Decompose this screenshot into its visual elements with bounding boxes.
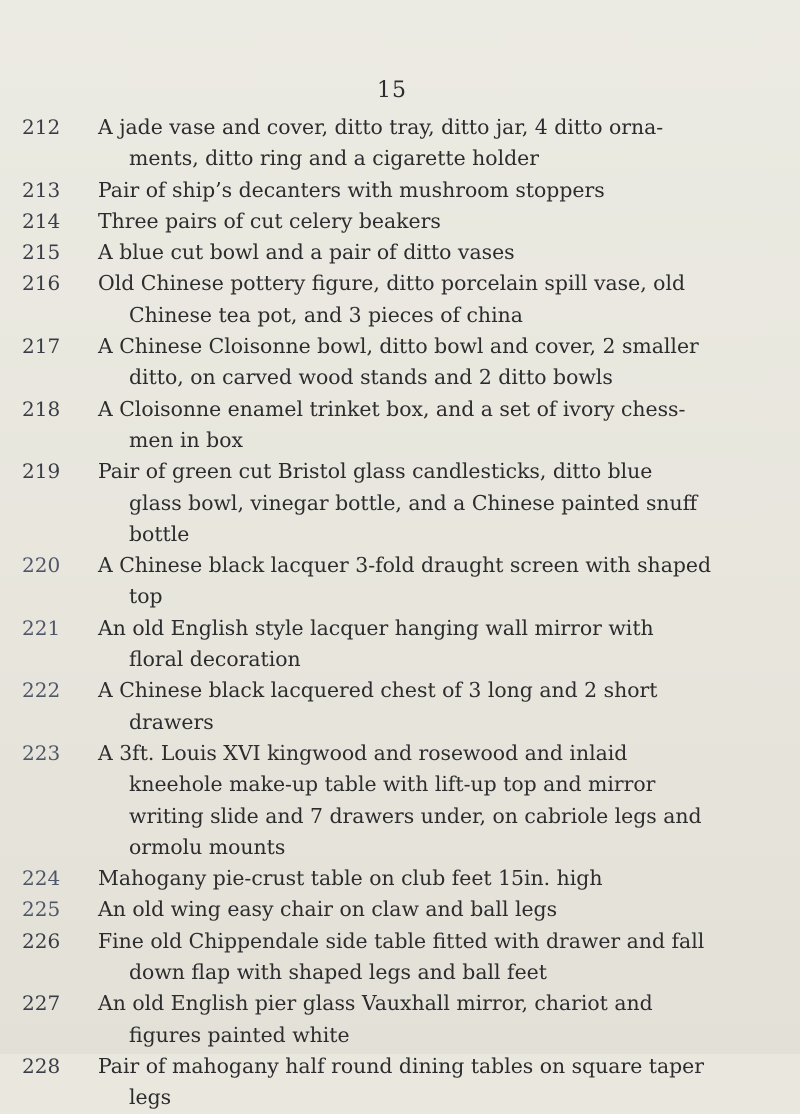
lot-number: 217 [22,334,61,359]
lot-description-line: writing slide and 7 drawers under, on cabriole legs and [129,803,702,828]
lot-description-line: An old wing easy chair on claw and ball legs [98,897,558,922]
lot-description-line: Pair of green cut Bristol glass candlesticks, ditto blue [98,459,653,484]
lot-number: 224 [22,866,61,891]
lot-description-line: kneehole make-up table with lift-up top and mirror [129,772,656,797]
lot-entry [0,550,800,613]
lot-description-line: Fine old Chippendale side table fitted with drawer and fall [98,928,705,953]
lot-description [98,738,783,863]
lot-description [98,675,783,738]
lot-description-line: floral decoration [129,647,301,672]
lot-description-line: A Cloisonne enamel trinket box, and a set of ivory chess- [98,396,686,421]
lot-description-line: ments, ditto ring and a cigarette holder [129,146,539,171]
lot-number: 214 [22,208,61,233]
lot-description-line: A jade vase and cover, ditto tray, ditto jar, 4 ditto orna- [98,115,664,139]
lot-entry [0,456,800,550]
lot-description-line: Pair of mahogany half round dining tables on square taper [98,1053,704,1078]
lot-description-line: Three pairs of cut celery beakers [98,208,441,233]
lot-entry [0,613,800,676]
lot-description-line: drawers [129,709,214,734]
lot-entry [0,331,800,394]
lot-description [98,206,783,237]
lot-number: 213 [22,177,61,202]
lot-number: 221 [22,615,61,640]
lot-number: 218 [22,396,61,421]
lot-entry [0,1051,800,1114]
lot-description [98,550,783,613]
lot-description [98,331,783,394]
lot-description [98,926,783,989]
lot-description [98,456,783,550]
lot-entry [0,394,800,457]
lot-description-line: A Chinese Cloisonne bowl, ditto bowl and cover, 2 smaller [98,334,699,359]
lot-description-line: top [129,584,163,609]
lot-description [98,894,783,925]
lot-description-line: Old Chinese pottery figure, ditto porcelain spill vase, old [98,271,686,296]
lot-number: 226 [22,928,61,953]
lot-description [98,394,783,457]
lot-number: 219 [22,459,61,484]
lot-entry [0,675,800,738]
lot-description-line: Chinese tea pot, and 3 pieces of china [129,302,523,327]
lot-number: 220 [22,553,61,578]
page-number: 15 [377,78,407,103]
lot-description [98,863,783,894]
lot-description-line: A 3ft. Louis XVI kingwood and rosewood and inlaid [98,740,628,765]
lot-description [98,237,783,268]
lot-number: 215 [22,240,61,265]
lot-description-line: Mahogany pie-crust table on club feet 15in. high [98,866,603,891]
lot-number: 227 [22,991,61,1016]
lot-description-line: A Chinese black lacquered chest of 3 long and 2 short [98,678,658,703]
lot-number: 223 [22,740,61,765]
lot-entry [0,175,800,206]
lot-entry [0,268,800,331]
lot-number: 216 [22,271,61,296]
lot-description [98,175,783,206]
lot-list [0,112,800,1114]
lot-description [98,1051,783,1114]
lot-description-line: ormolu mounts [129,834,286,859]
lot-description-line: ditto, on carved wood stands and 2 ditto bowls [129,365,613,390]
lot-description-line: legs [129,1085,172,1110]
lot-entry [0,206,800,237]
lot-description-line: A Chinese black lacquer 3-fold draught screen with shaped [98,553,712,578]
lot-entry [0,926,800,989]
lot-description-line: down flap with shaped legs and ball feet [129,960,547,985]
lot-description-line: bottle [129,521,190,546]
lot-number: 222 [22,678,61,703]
lot-description [98,613,783,676]
lot-description-line: glass bowl, vinegar bottle, and a Chinese painted snuff [129,490,698,515]
lot-description-line: An old English style lacquer hanging wall mirror with [98,615,654,640]
lot-description-line: figures painted white [129,1022,350,1047]
lot-description-line: Pair of ship’s decanters with mushroom stoppers [98,177,605,202]
lot-number: 228 [22,1053,61,1078]
lot-description [98,112,783,175]
lot-entry [0,988,800,1051]
lot-entry [0,237,800,268]
lot-entry [0,112,800,175]
lot-entry [0,894,800,925]
lot-entry [0,738,800,863]
lot-description-line: men in box [129,427,243,452]
lot-description-line: A blue cut bowl and a pair of ditto vases [98,240,515,265]
lot-description-line: An old English pier glass Vauxhall mirror, chariot and [98,991,653,1016]
lot-number: 225 [22,897,61,922]
lot-entry [0,863,800,894]
lot-description [98,988,783,1051]
lot-number: 212 [22,115,61,139]
lot-description [98,268,783,331]
